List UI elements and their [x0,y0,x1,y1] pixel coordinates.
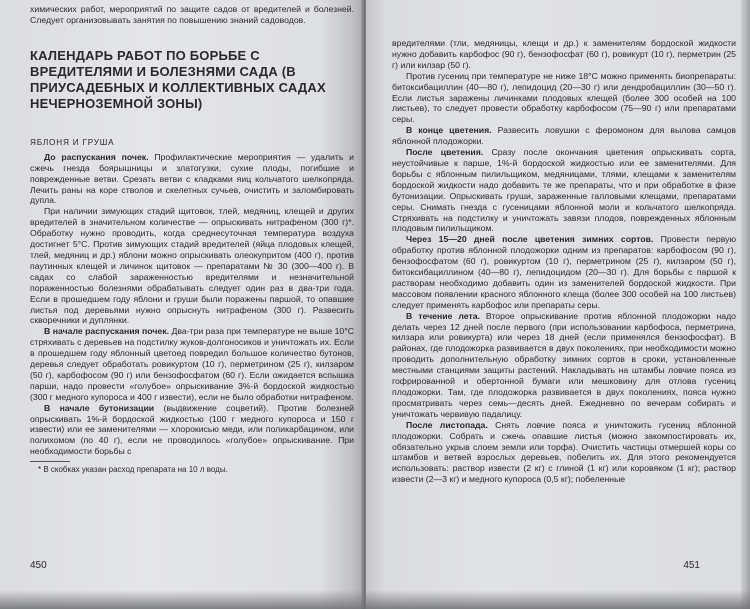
paragraph-caterpillars: Против гусениц при температуре не ниже 18°С можно применять биопрепараты: битоксибациллин (40—80 г), лепидоцид (20—30 г) или дендробациллин (30—50 г). Если листья заражены личинками плодовых клещей (более 300 особей на 100 листьев), то следует провести обработку карбофосом (75—90 г) или препаратами серы. [392,70,736,125]
period-label: Через 15—20 дней после цветения зимних сортов. [406,234,654,245]
paragraph-after-leaf-fall: После листопада. Снять ловчие пояса и уничтожить гусениц яблонной плодожорки. Собрать и сжечь опавшие листья (можно закомпостировать их, обязательно укрыв слоем земли или торфа). Очистить частицы отмершей коры со штамбов и ветвей взрослых деревьев, побелить их. Для этого рекомендуется использовать: раствор извести (2 кг) с глиной (1 кг) или коровяком (1 кг); раствор извести (2—3 кг) и медного купороса (0,5 кг); побеленные [392,419,736,485]
left-page [0,0,364,609]
page-edge-shadow [741,0,750,609]
paragraph-15-20-days: Через 15—20 дней после цветения зимних сортов. Провести первую обработку против яблонной плодожорки одним из препаратов: карбофосом (90 г), бензофосфатом (60 г), ровикуртом (10 г), перметрином (25 г), килзаром (50 г), битоксибациллином (40—80 г), лепидоцидом (20—30 г). Для борьбы с паршой к растворам необходимо добавить один из заменителей бордоской жидкости. При массовом появлении красного яблонного клеща (более 300 особей на 100 листьев) следует применять карбофос или препараты серы. [392,234,736,310]
page-number-right: 451 [683,560,700,571]
period-label: После цветения. [406,147,484,158]
period-label: В конце цветения. [406,125,492,136]
calendar-heading: КАЛЕНДАРЬ РАБОТ ПО БОРЬБЕ С ВРЕДИТЕЛЯМИ И БОЛЕЗНЯМИ САДА (В ПРИУСАДЕБНЫХ И КОЛЛЕКТИВНЫХ САДАХ НЕЧЕРНОЗЕМНОЙ ЗОНЫ) [30,47,326,111]
bottom-shadow [0,590,750,609]
paragraph-summer: В течение лета. Второе опрыскивание против яблонной плодожорки надо делать через 12 дней после первого (при использовании карбофоса, перметрина, килзара или ровикурта) или через 18 дней (если применялся бензофосфат). В районах, где плодожорка развивается в двух поколениях, при необходимости можно проводить дополнительную обработку зимних сортов в сроки, установленные местными станциями защиты растений. Накладывать на штамбы ловчие пояса из гофрированной и обертонной бумаги или мешковину для отлова гусениц плодожорки. Там, где плодожорка развивается в двух поколениях, пояса нужно просматривать через семь—десять дней. Ежедневно по вечерам собирать и уничтожать червивую падалицу. [392,310,736,419]
period-label: В начале бутонизации [44,402,155,413]
paragraph-budding-start: В начале бутонизации (выдвижение соцветий). Против болезней опрыскивать 1%-й бордоской жидкостью (100 г медного купороса и 150 г извести) или ее заменителями — хлорокисью меди, или поликарбацином, или полихомом (по 40 г), если не проводилось «голубое» опрыскивание. При необходимости борьбы с [30,402,355,457]
paragraph-after-bloom: После цветения. Сразу после окончания цветения опрыскивать сорта, неустойчивые к парше, 1%-й бордоской жидкостью или ее заменителями. Для борьбы с яблонным пилильщиком, медяницами, тлями, клещами к заменителям бордоской жидкости надо добавить те же препараты, что и при обработке в фазе бутонизации. Опрыскивать груши, зараженные галловыми клещами, препаратами серы. Снимать гнезда с гусеницами яблонной моли и кольчатого шелкопряда. Стряхивать на подстилку и уничтожать завязи плодов, поврежденных яблонным плодовым пилильщиком. [392,147,737,234]
footnote-text: * В скобках указан расход препарата на 10 л воды. [38,465,228,475]
page-number-left: 450 [30,560,47,571]
paragraph-end-of-bloom: В конце цветения. Развесить ловушки с феромоном для вылова самцов яблонной плодожорки. [392,125,736,147]
paragraph-budbreak-start: В начале распускания почек. Два-три раза при температуре не выше 10°С стряхивать с деревьев на подстилку жуков-долгоносиков и уничтожать их. Если в прошедшем году яблонный цветоед повредил большое количество бутонов, деревья следует обработать ровикуртом (10 г), перметрином (25 г), килзаром (50 г), карбофосом (90 г) или бензофосфатом (60 г). Если ожидается вспышка парши, надо провести «голубое» опрыскивание 3%-й бордоской жидкостью (300 г медного купороса и 400 г извести), если не было обработки нитрафеном. [30,326,354,402]
section-subheading: ЯБЛОНЯ И ГРУША [30,137,115,147]
paragraph-before-budbreak: До распускания почек. Профилактические мероприятия — удалить и сжечь гнезда боярышницы и златогузки, сухие плоды, погибшие и поврежденные ветви. Срезать ветви с кладками яиц кольчатого шелкопряда. Лечить раны на коре стволов и скелетных сучьев, очистить и заломбировать дупла. [30,151,354,206]
right-page [366,0,750,609]
period-label: В начале распускания почек. [44,326,170,337]
period-label: В течение лета. [406,310,480,321]
period-label: После листопада. [406,419,488,430]
paragraph-wintering-pests: При наличии зимующих стадий щитовок, тлей, медяниц, клещей и других вредителей в значительном количестве — опрыскивать нитрафеном (300 г)*. Обработку нужно проводить, когда среднесуточная температура воздуха достигнет 5°С. Против зимующих стадий вредителей (яйца плодовых клещей, тлей, медяниц и др.) яблони можно опрыскивать олеокупритом (400 г), против паутинных клещей и личинок щитовок — препаратами № 30 (300—400 г). В садах со слабой зараженностью вредителями и незначительной пораженностью болезнями обрабатывать следует один раз в два-три года. Если в прошедшем году яблони и груши были поражены паршой, то опавшие листья под деревьями нужно опрыснуть нитрафеном (300 г). Развесить скворечники и дуплянки. [30,206,354,326]
period-label: До распускания почек. [44,151,149,162]
paragraph-continued: вредителями (тли, медяницы, клещи и др.) к заменителям бордоской жидкости нужно добавить карбофос (90 г), бензофосфат (60 г), ровикурт (10 г), перметрин (25 г) или килзар (50 г). [392,38,736,70]
intro-paragraph: химических работ, мероприятий по защите садов от вредителей и болезней. Следует организовывать занятия по повышению знаний садоводов. [30,4,354,25]
